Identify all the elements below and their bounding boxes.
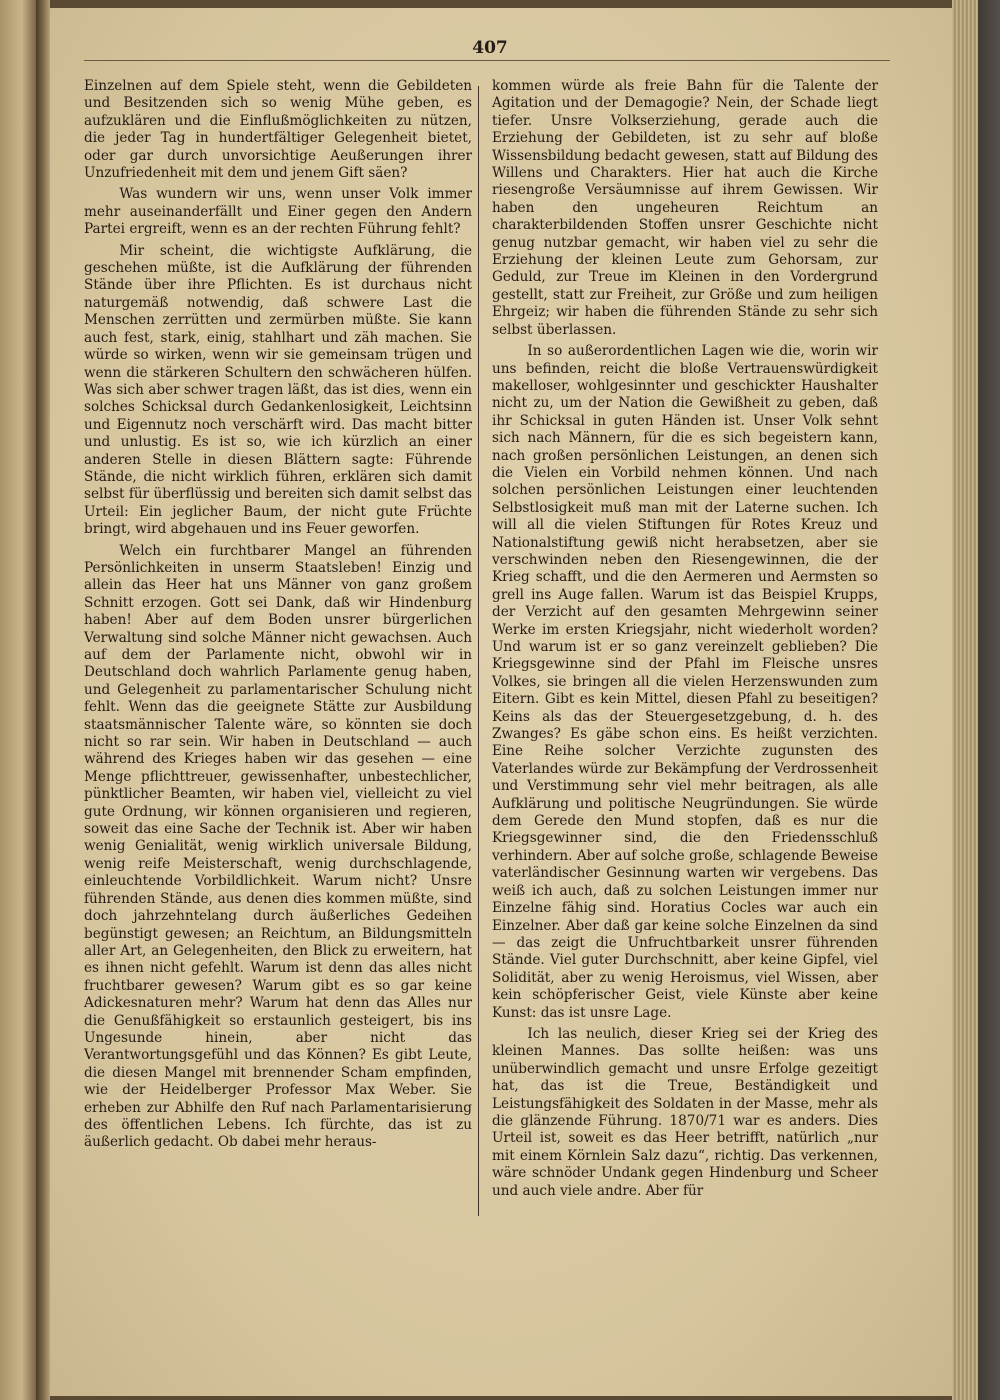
book-gutter	[36, 0, 50, 1400]
paragraph: Einzelnen auf dem Spiele steht, wenn die Gebildeten und Besitzenden sich so wenig Mühe geben, es aufzuklären und die Einflußmöglichkeiten zu nützen, die jeder Tag in hundertfältiger Gelegenheit bietet, oder gar durch unvorsichtige Aeußerungen ihrer Unzufriedenheit mit dem und jenem Gift säen?	[84, 78, 472, 182]
paragraph: Was wundern wir uns, wenn unser Volk immer mehr auseinanderfällt und Einer gegen den Andern Partei ergreift, wenn es an der rechten Führung fehlt?	[84, 186, 472, 238]
left-page-edge	[0, 0, 36, 1400]
page-number: 407	[472, 38, 508, 58]
left-column	[84, 78, 472, 1152]
paragraph: Ich las neulich, dieser Krieg sei der Krieg des kleinen Mannes. Das sollte heißen: was uns unüberwindlich gemacht und unsre Erfolge gezeitigt hat, das ist die Treue, Beständigkeit und Leistungsfähigkeit des Soldaten in der Masse, mehr als die glänzende Führung. 1870/71 war es anders. Dies Urteil ist, soweit es das Heer betrifft, natürlich „nur mit einem Körnlein Salz dazu“, richtig. Das verkennen, wäre schnöder Undank gegen Hindenburg und Scheer und auch viele andre. Aber für	[492, 1025, 878, 1199]
column-divider	[478, 86, 479, 1216]
paragraph: kommen würde als freie Bahn für die Talente der Agitation und der Demagogie? Nein, der Schade liegt tiefer. Unsre Volkserziehung, gerade auch die Erziehung der Gebildeten, ist zu sehr auf bloße Wissensbildung bedacht gewesen, statt auf Bildung des Willens und Charakters. Hier hat auch die Kirche riesengroße Versäumnisse auf ihrem Gewissen. Wir haben den ungeheuren Reichtum an charakterbildenden Stoffen unsrer Geschichte nicht genug nutzbar gemacht, wir haben viel zu sehr die Erziehung der kleinen Leute zum Gehorsam, zur Geduld, zur Treue im Kleinen in den Vordergrund gestellt, statt zur Freiheit, zur Größe und zum heiligen Ehrgeiz; wir haben die führenden Stände zu sehr sich selbst überlassen.	[492, 78, 878, 338]
header-rule	[84, 60, 890, 61]
page-stack-edge	[952, 0, 1000, 1400]
right-column	[492, 78, 878, 1200]
paragraph: Mir scheint, die wichtigste Aufklärung, die geschehen müßte, ist die Aufklärung der führenden Stände über ihre Pflichten. Es ist durchaus nicht naturgemäß notwendig, daß schwere Last die Menschen zerrütten und zermürben müßte. Sie kann auch fest, stark, einig, stahlhart und zäh machen. Sie würde so wirken, wenn wir sie gemeinsam trügen und wenn die stärkeren Schultern den schwächeren hülfen. Was sich aber schwer tragen läßt, das ist dies, wenn ein solches Schicksal durch Gedankenlosigkeit, Leichtsinn und Eigennutz noch verschärft wird. Das macht bitter und unlustig. Es ist so, wie ich kürzlich an einer anderen Stelle in diesen Blättern sagte: Führende Stände, die nicht wirklich führen, erklären sich damit selbst für überflüssig und bereiten sich damit selbst das Urteil: Ein jeglicher Baum, der nicht gute Früchte bringt, wird abgehauen und ins Feuer geworfen.	[84, 242, 472, 538]
paragraph: In so außerordentlichen Lagen wie die, worin wir uns befinden, reicht die bloße Vertrauenswürdigkeit makelloser, wohlgesinnter und geschickter Haushalter nicht zu, um der Nation die Gewißheit zu geben, daß ihr Schicksal in guten Händen ist. Unser Volk sehnt sich nach Männern, für die es sich begeistern kann, nach großen persönlichen Leistungen, an denen sich die Vielen ein Vorbild nehmen können. Und nach solchen persönlichen Leistungen einer leuchtenden Selbstlosigkeit muß man mit der Laterne suchen. Ich will all die vielen Stiftungen für Rotes Kreuz und Nationalstiftung gewiß nicht herabsetzen, aber sie verschwinden neben den Riesengewinnen, die der Krieg schafft, und die den Aermeren und Aermsten so grell ins Auge fallen. Warum ist das Beispiel Krupps, der Verzicht auf den gesamten Mehrgewinn seiner Werke im ersten Kriegsjahr, nicht wiederholt worden? Und warum ist er so ganz vereinzelt geblieben? Die Kriegsgewinne sind der Pfahl im Fleische unsres Volkes, sie bringen all die vielen Herzenswunden zum Eitern. Gibt es kein Mittel, diesen Pfahl zu beseitigen? Keins als das der Steuergesetzgebung, d. h. des Zwanges? Es gäbe schon eins. Es heißt verzichten. Eine Reihe solcher Verzichte zugunsten des Vaterlandes würde zur Bekämpfung der Verdrossenheit und Verstimmung sehr viel mehr beitragen, als alle Aufklärung und politische Neugründungen. Sie würde dem Gerede den Mund stopfen, daß es nur die Kriegsgewinner sind, die den Friedensschluß verhindern. Aber auf solche große, schlagende Beweise vaterländischer Gesinnung warten wir vergebens. Das weiß ich auch, daß zu solchen Leistungen immer nur Einzelne fähig sind. Horatius Cocles war auch ein Einzelner. Aber daß gar keine solche Einzelnen da sind — das zeigt die Unfruchtbarkeit unsrer führenden Stände. Viel guter Durchschnitt, aber keine Gipfel, viel Solidität, aber zu wenig Heroismus, viel Wissen, aber kein schöpferischer Geist, viele Künste aber keine Kunst: das ist unsre Lage.	[492, 343, 878, 1021]
paragraph: Welch ein furchtbarer Mangel an führenden Persönlichkeiten in unserm Staatsleben! Einzig und allein das Heer hat uns Männer von ganz großem Schnitt erzogen. Gott sei Dank, daß wir Hindenburg haben! Aber auf dem Boden unsrer bürgerlichen Verwaltung sind solche Männer nicht gewachsen. Auch auf dem der Parlamente nicht, obwohl wir in Deutschland doch wahrlich Parlamente genug haben, und Gelegenheit zu parlamentarischer Schulung nicht fehlt. Wenn das die geeignete Stätte zur Ausbildung staatsmännischer Talente wäre, so könnten sie doch nicht so rar sein. Wir haben in Deutschland — auch während des Krieges haben wir das gesehen — eine Menge pflichttreuer, gewissenhafter, unbestechlicher, pünktlicher Beamten, wir haben viel, vielleicht zu viel gute Ordnung, wir können organisieren und regieren, soweit das eine Sache der Technik ist. Aber wir haben wenig Genialität, wenig wirklich universale Bildung, wenig reife Meisterschaft, wenig durchschlagende, einleuchtende Vorbildlichkeit. Warum nicht? Unsre führenden Stände, aus denen dies kommen müßte, sind doch jahrzehntelang durch äußerliches Gedeihen begünstigt gewesen; an Reichtum, an Bildungsmitteln aller Art, an Gelegenheiten, den Blick zu erweitern, hat es ihnen nicht gefehlt. Warum ist denn das alles nicht fruchtbarer gewesen? Warum gibt es so gar keine Adickesnaturen mehr? Warum hat denn das Alles nur die Genußfähigkeit so erstaunlich gesteigert, bis ins Ungesunde hinein, aber nicht das Verantwortungsgefühl und das Können? Es gibt Leute, die diesen Mangel mit brennender Scham empfinden, wie der Heidelberger Professor Max Weber. Sie erheben zur Abhilfe den Ruf nach Parlamentarisierung des öffentlichen Lebens. Ich fürchte, das ist zu äußerlich gedacht. Ob dabei mehr heraus-	[84, 542, 472, 1151]
